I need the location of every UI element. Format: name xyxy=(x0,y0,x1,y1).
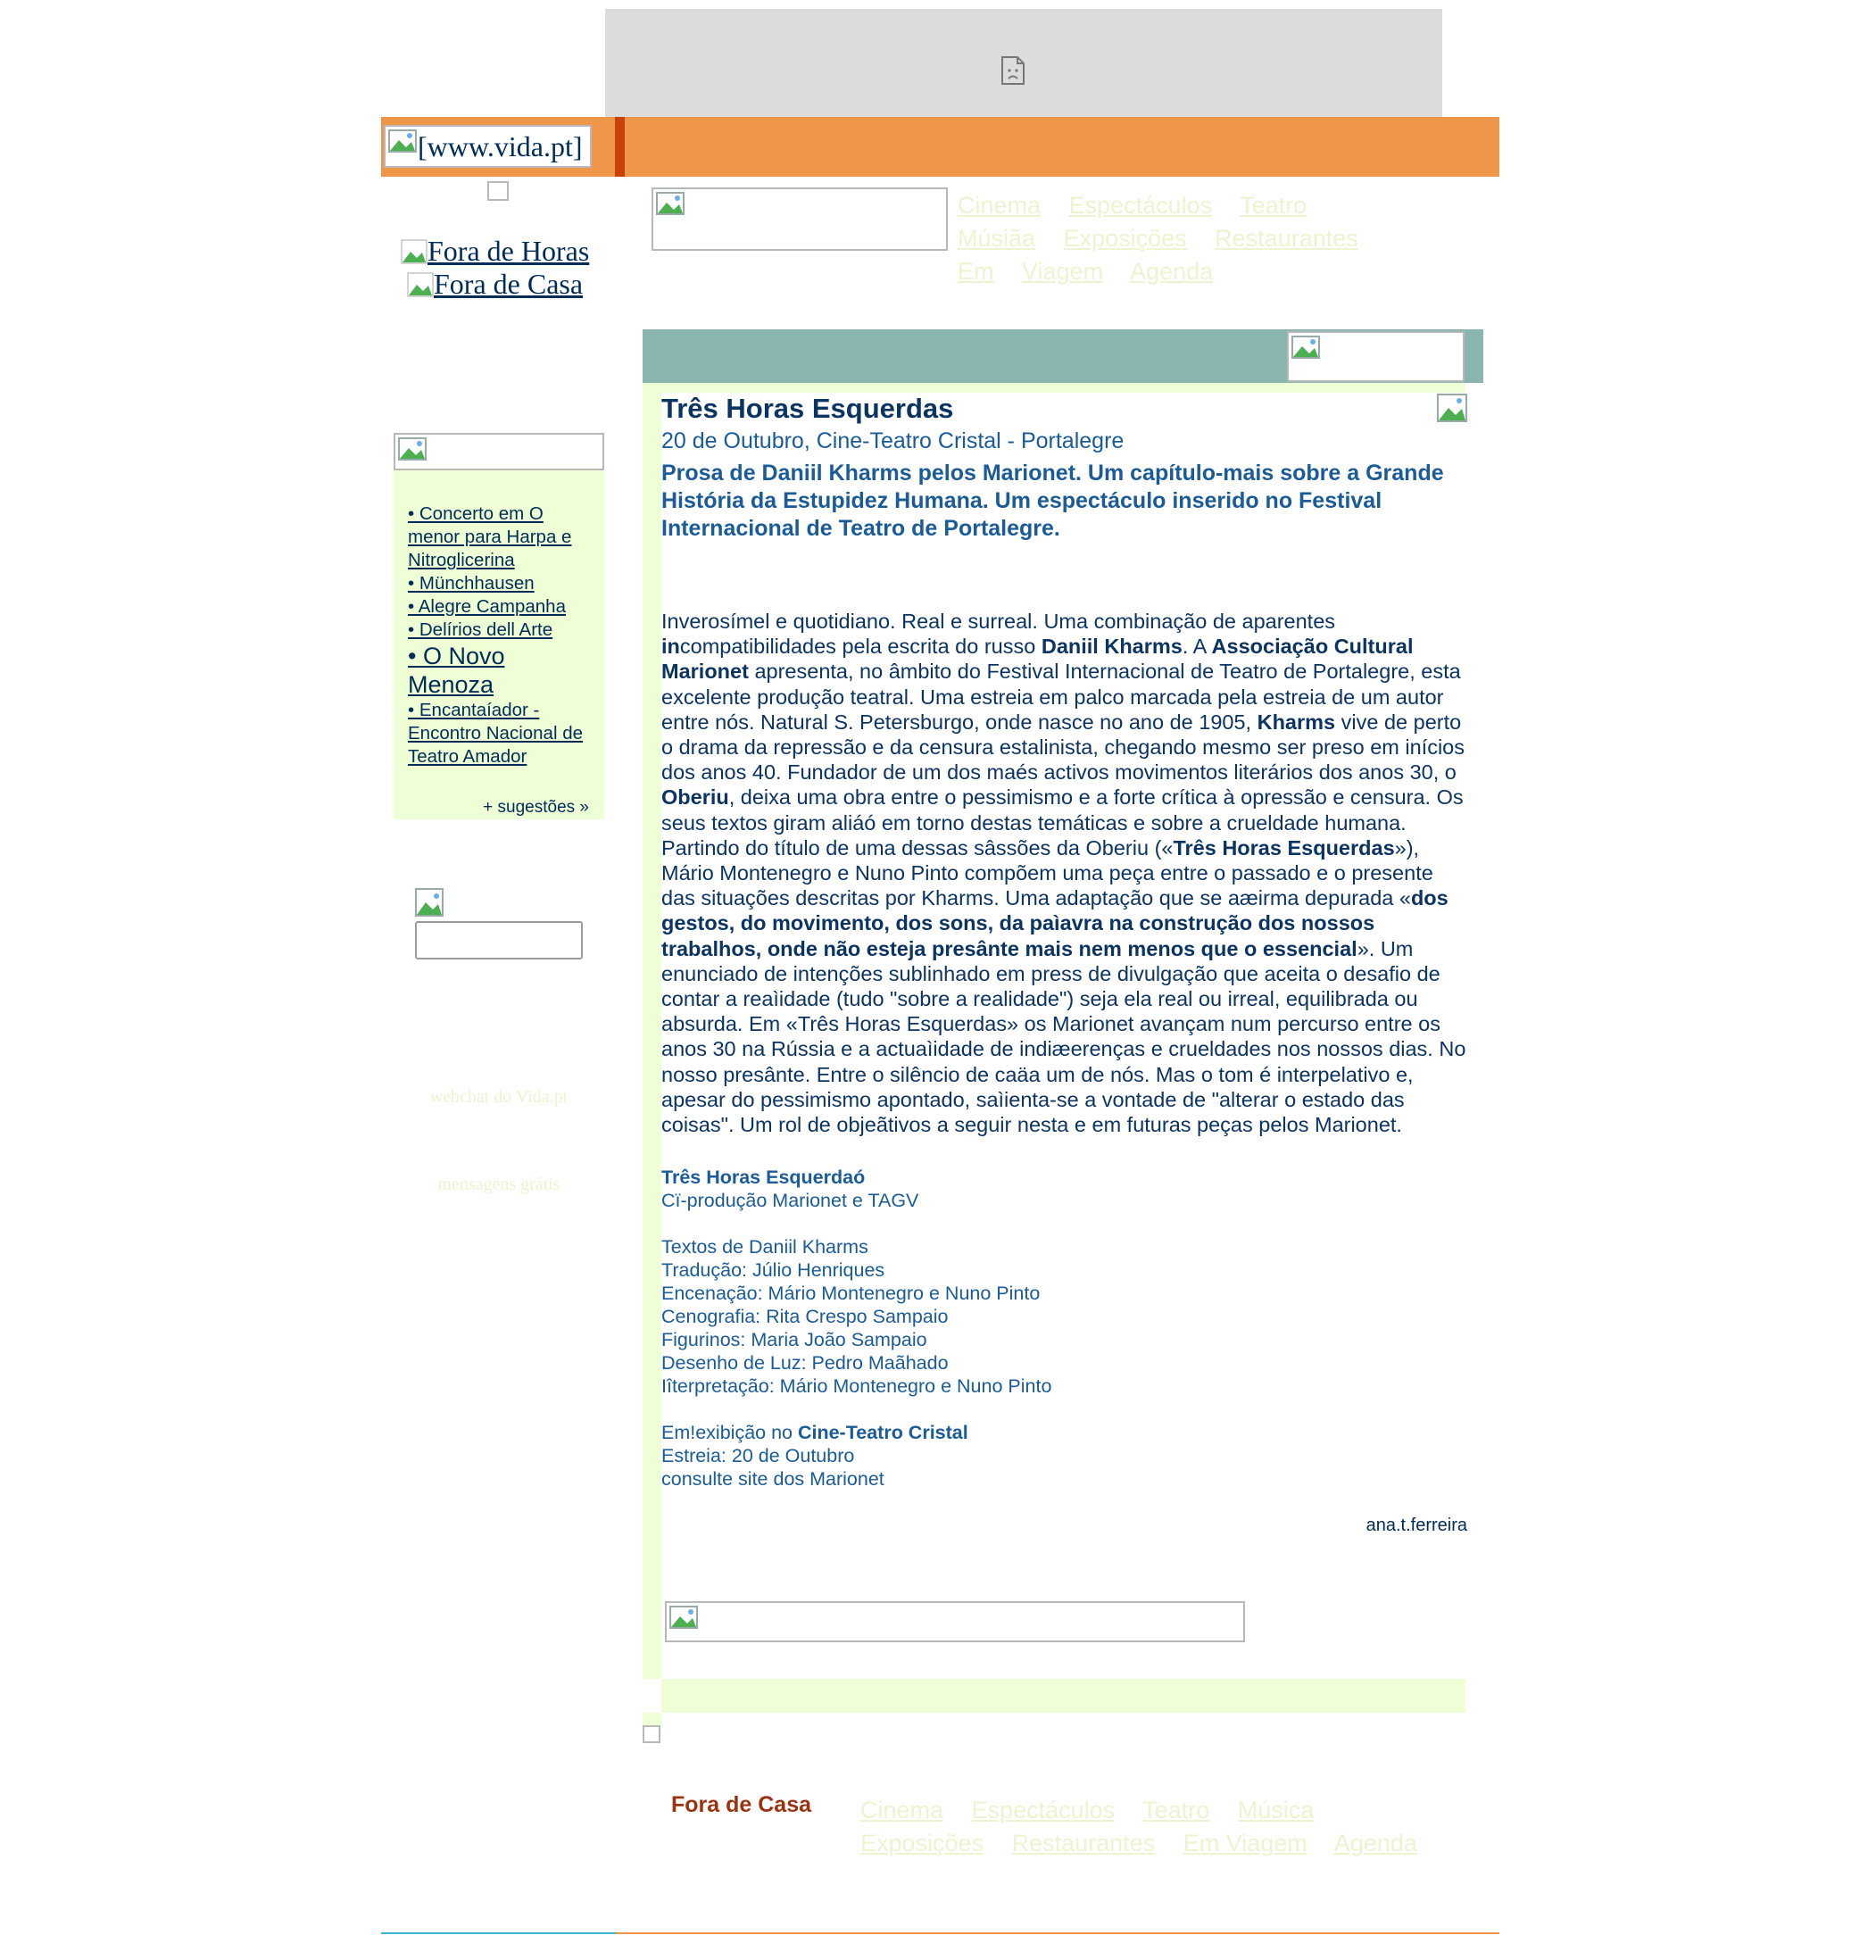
bottom-banner-image[interactable] xyxy=(665,1601,1245,1642)
body-text-run: vive de perto o drama da repressão e da censura estalinista, chegando mesmo ser preso em inícios dos anos 40. Fundador de um dos maés activos movimentos literários dos anos 30, o xyxy=(661,710,1465,785)
nav-link-restaurantes[interactable]: Restaurantes xyxy=(1011,1830,1156,1856)
nav-link-exposicoes[interactable]: Exposições xyxy=(860,1830,984,1856)
article-body xyxy=(661,609,1467,1137)
credits-title: Três Horas Esquerdaó xyxy=(661,1167,866,1189)
article-author xyxy=(661,1516,1467,1536)
footer-rule-blue xyxy=(381,1932,616,1934)
credit-line: Desenho de Luz: Pedro Maãhado xyxy=(661,1352,949,1374)
body-emphasis: Kharms xyxy=(1257,710,1336,734)
credit-line: Textos de Daniil Kharms xyxy=(661,1236,868,1258)
suggestion-link[interactable]: • Münchhausen xyxy=(408,573,535,594)
messages xyxy=(394,1175,604,1195)
search-image xyxy=(415,888,444,917)
credit-line: Tradução: Júlio Henriques xyxy=(661,1259,885,1282)
search-input[interactable] xyxy=(415,921,583,959)
credit-line: Cenografia: Rita Crespo Sampaio xyxy=(661,1306,949,1328)
body-text-run: , deixa uma obra entre o pessimismo e a forte crítica à opressão e censura. Os seus textos giram aliáó em torno destas temáticas e sobre a crueldade humana. Partindo do título de uma dessas sâssões da Oberiu (« xyxy=(661,785,1464,860)
top-nav xyxy=(958,189,1422,288)
nav-link-em-viagem[interactable]: Em Viagem xyxy=(1183,1830,1307,1856)
brand-link-fora-de-casa[interactable] xyxy=(407,268,583,301)
body-text-run: . A xyxy=(1182,635,1212,659)
body-emphasis: Oberiu xyxy=(661,785,729,810)
footer-section-title: Fora de Casa xyxy=(671,1792,812,1817)
body-emphasis: in xyxy=(661,635,680,659)
marionet-site: consulte site dos Marionet xyxy=(661,1468,884,1491)
credit-line: Iîterpretação: Mário Montenegro e Nuno Pinto xyxy=(661,1375,1052,1398)
spacer-image xyxy=(487,181,509,201)
broken-image-icon xyxy=(1000,55,1025,86)
nav-link-musica[interactable]: Música xyxy=(1237,1797,1315,1823)
nav-link-em[interactable]: Em xyxy=(958,258,994,285)
body-text-run: apresenta, no âmbito do Festival Internacional de Teatro de Portalegre, esta excelente produção teatral. Uma estreia em palco marcada pela estreia de um autor entre nós. Natural S. Petersburgo, onde nasce no ano de 1905, xyxy=(661,660,1461,734)
brand-link-fora-de-horas[interactable] xyxy=(401,235,589,268)
article-title: Três Horas Esquerdas xyxy=(661,393,954,424)
credit-line: Encenação: Mário Montenegro e Nuno Pinto xyxy=(661,1283,1041,1305)
image-placeholder-icon xyxy=(388,129,417,153)
webchat xyxy=(394,1087,604,1108)
suggestion-link[interactable]: • Encantaíador - Encontro Nacional de Teatro Amador xyxy=(408,700,584,767)
header-accent-stripe xyxy=(615,117,625,177)
footer-rule-orange xyxy=(616,1932,1499,1934)
suggestions-list xyxy=(408,502,597,768)
article-credits xyxy=(661,1166,1467,1491)
nav-link-agenda[interactable]: Agenda xyxy=(1130,258,1214,285)
body-text-run: compatibilidades pela escrita do russo xyxy=(679,635,1042,659)
image-placeholder-icon xyxy=(1291,336,1320,359)
suggestions-box xyxy=(394,470,604,819)
site-logo[interactable] xyxy=(384,125,592,168)
nav-link-teatro[interactable]: Teatro xyxy=(1142,1797,1210,1823)
body-emphasis: Associação Cultural Marionet xyxy=(661,635,1414,684)
image-placeholder-icon xyxy=(656,192,685,215)
brand-label: Fora de Horas xyxy=(427,235,590,267)
nav-link-cinema[interactable]: Cinema xyxy=(860,1797,944,1823)
nav-link-exposicoes[interactable]: Exposições xyxy=(1063,225,1187,252)
more-suggestions xyxy=(483,798,589,818)
brand-label: Fora de Casa xyxy=(434,268,584,300)
content-bottom-bar xyxy=(661,1679,1465,1713)
bottom-nav xyxy=(860,1794,1467,1860)
messages-link[interactable]: mensagens grátis xyxy=(437,1175,560,1194)
suggestion-link[interactable]: • O Novo Menoza xyxy=(408,643,505,698)
spacer-image xyxy=(643,1725,660,1743)
logo-alt-text: [www.vida.pt] xyxy=(418,130,583,162)
suggestion-link[interactable]: • Delírios dell Arte xyxy=(408,619,553,640)
webchat-link[interactable]: webchat do Vida.pt xyxy=(429,1087,569,1107)
author-link[interactable]: ana.t.ferreira xyxy=(1365,1516,1467,1536)
nav-link-teatro[interactable]: Teatro xyxy=(1240,192,1307,219)
nav-link-agenda[interactable]: Agenda xyxy=(1333,1830,1417,1856)
body-text-run: Inverosímel e quotidiano. Real e surreal. Uma combinação de aparentes xyxy=(661,610,1336,633)
credit-line: Figurinos: Maria João Sampaio xyxy=(661,1329,927,1351)
image-placeholder-icon xyxy=(401,239,427,264)
image-placeholder-icon xyxy=(669,1606,698,1629)
nav-link-espectaculos[interactable]: Espectáculos xyxy=(971,1797,1116,1823)
content-left-strip xyxy=(643,383,661,1679)
content-top-strip xyxy=(661,383,1465,393)
article-subtitle: 20 de Outubro, Cine-Teatro Cristal - Portalegre xyxy=(661,428,1125,453)
premiere-date: Estreia: 20 de Outubro xyxy=(661,1445,855,1467)
suggestion-link[interactable]: • Alegre Campanha xyxy=(408,596,566,617)
article-lede: Prosa de Daniil Kharms pelos Marionet. Um capítulo-mais sobre a Grande História da Estupidez Humana. Um espectáculo inserido no Festival Internacional de Teatro de Portalegre. xyxy=(661,461,1444,541)
credits-production: Cï-produção Marionet e TAGV xyxy=(661,1190,919,1212)
top-banner-image[interactable] xyxy=(652,187,948,251)
image-placeholder-icon xyxy=(415,888,444,917)
nav-link-cinema[interactable]: Cinema xyxy=(958,192,1042,219)
body-text-run: »), Mário Montenegro e Nuno Pinto compõem uma peça entre o passado e o presente das situações descritas por Kharms. Uma adaptação que se aæirma depurada « xyxy=(661,835,1433,910)
body-emphasis: Três Horas Esquerdas xyxy=(1173,835,1395,860)
nav-link-musica[interactable]: Músiãa xyxy=(958,225,1036,252)
image-placeholder-icon xyxy=(398,437,427,461)
venue-name: Cine-Teatro Cristal xyxy=(797,1422,968,1444)
nav-link-espectaculos[interactable]: Espectáculos xyxy=(1068,192,1213,219)
sidebar-header-image xyxy=(394,433,604,470)
body-emphasis: Daniil Kharms xyxy=(1041,635,1183,659)
nav-link-viagem[interactable]: Viagem xyxy=(1022,258,1104,285)
section-header-image xyxy=(1287,331,1465,382)
article xyxy=(661,393,1467,1536)
image-placeholder-icon xyxy=(407,272,434,297)
suggestion-link[interactable]: • Concerto em O menor para Harpa e Nitroglicerina xyxy=(408,503,572,570)
nav-link-restaurantes[interactable]: Restaurantes xyxy=(1215,225,1358,252)
more-suggestions-link[interactable]: + sugestões » xyxy=(483,798,589,817)
venue-prefix: Em!exibição no xyxy=(661,1422,798,1444)
body-text-run: ». Um enunciado de intenções sublinhado em press de divulgação que aceita o desafio de contar a reaìidade (tudo "sobre a realidade") seja ela real ou irreal, equilibrada ou absurda. Em «Três Horas Esquerdas» os Marionet avançam num percurso entre os anos 30 na Rússia e a actuaìidade de indiæerenças e crueldades nos nossos dias. No nosso presânte. Entre o silêncio de caäa um de nós. Mas o tom é interpelativo e, apesar do pessimismo apontado, saìienta-se a vontade de "alterar o estado das coisas". Um rol de objeãtivos a seguir nesta e em futuras peças pelos Marionet. xyxy=(661,936,1466,1137)
body-emphasis: dos gestos, do movimento, dos sons, da paìavra na construção dos nossos trabalhos, onde não esteja presânte mais nem menos que o essencial xyxy=(661,886,1449,960)
